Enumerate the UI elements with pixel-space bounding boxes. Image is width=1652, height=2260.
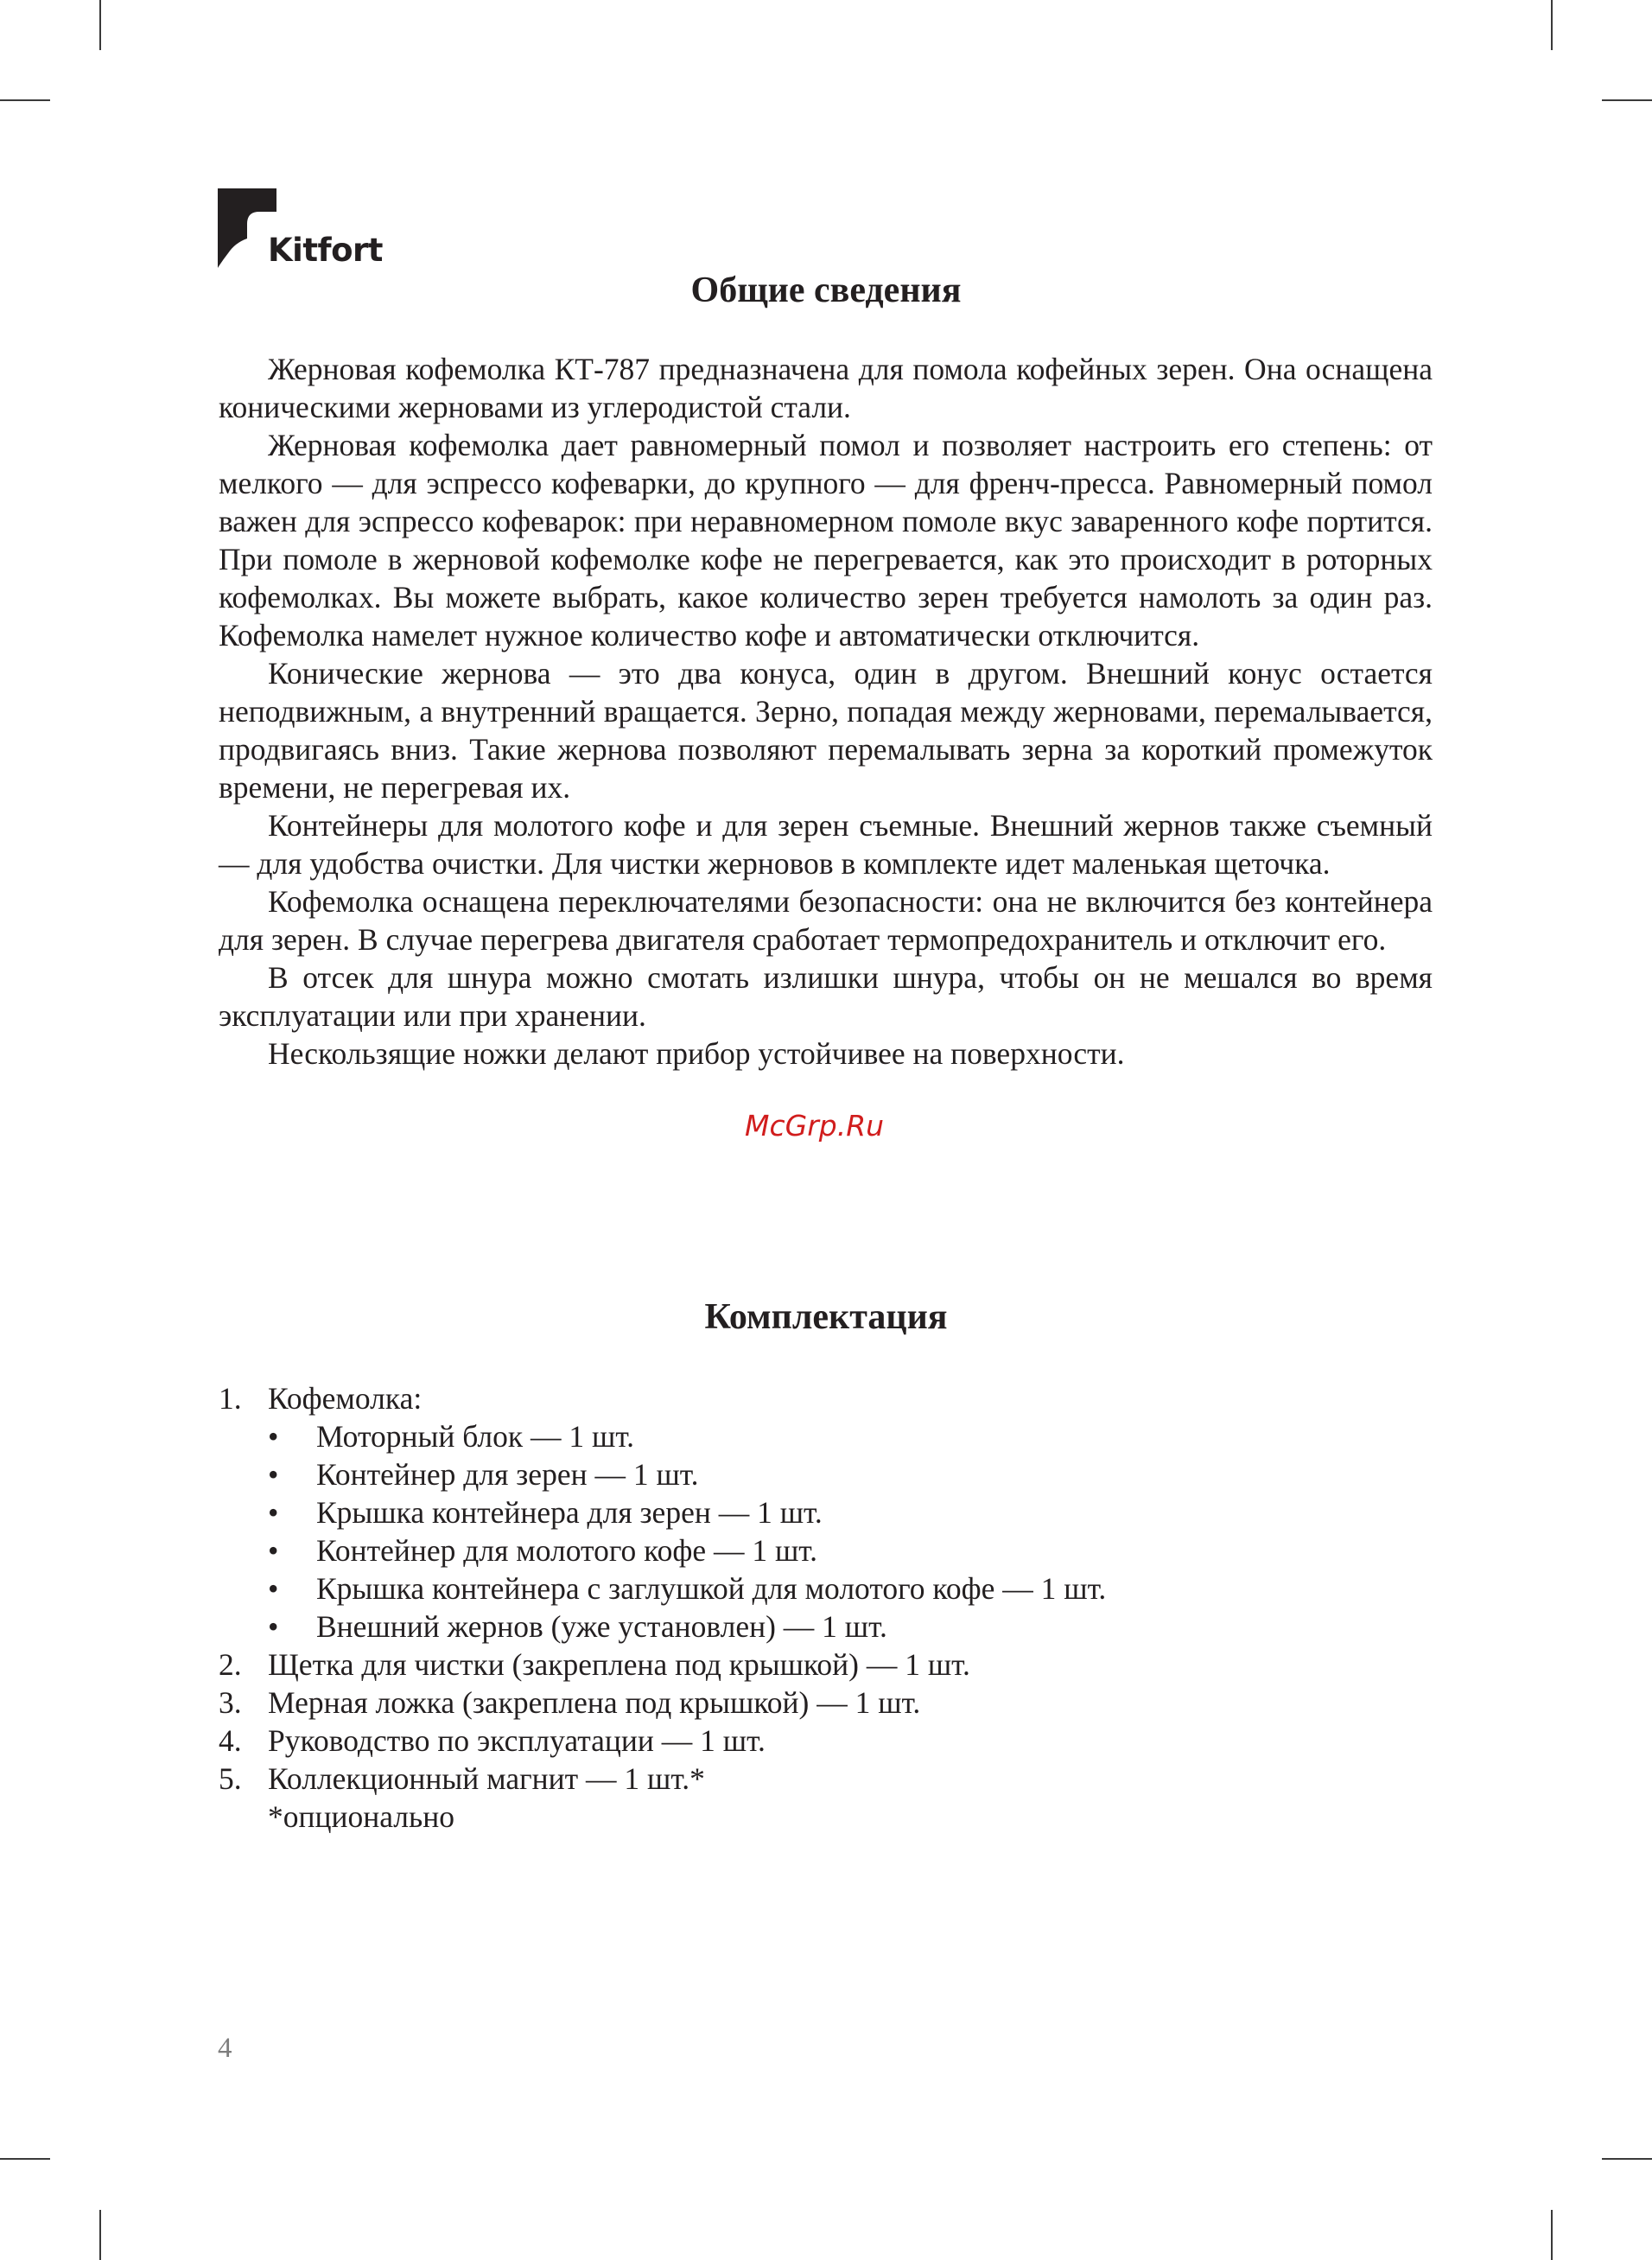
bullet-icon: • bbox=[268, 1419, 279, 1454]
kitfort-logo bbox=[218, 188, 391, 271]
paragraph: В отсек для шнура можно смотать излишки шнура, чтобы он не мешался во время эксплуатации или при хранении. bbox=[219, 960, 1433, 1033]
crop-mark-top-right-horizontal bbox=[1602, 99, 1652, 101]
list-item bbox=[219, 1379, 1433, 1417]
sub-list-item-text: Контейнер для молотого кофе — 1 шт. bbox=[316, 1533, 818, 1568]
sub-list-item-text: Моторный блок — 1 шт. bbox=[316, 1419, 635, 1454]
crop-mark-top-right-vertical bbox=[1551, 0, 1553, 50]
bullet-icon: • bbox=[268, 1495, 279, 1530]
crop-mark-top-left-horizontal bbox=[0, 99, 50, 101]
list-item bbox=[219, 1684, 1433, 1722]
crop-mark-bottom-left-vertical bbox=[99, 2210, 101, 2260]
list-item bbox=[219, 1760, 1433, 1798]
sub-list-item bbox=[219, 1569, 1433, 1607]
sub-list-item-text: Контейнер для зерен — 1 шт. bbox=[316, 1457, 699, 1492]
sub-list-item bbox=[219, 1531, 1433, 1569]
sub-list-item bbox=[219, 1455, 1433, 1493]
sub-list-item bbox=[219, 1607, 1433, 1646]
bullet-icon: • bbox=[268, 1609, 279, 1644]
list-item-text: Руководство по эксплуатации — 1 шт. bbox=[268, 1723, 766, 1758]
section-title-general: Общие сведения bbox=[690, 271, 962, 310]
bullet-icon: • bbox=[268, 1457, 279, 1492]
sub-list-item-text: Внешний жернов (уже установлен) — 1 шт. bbox=[316, 1609, 887, 1644]
section-title-package: Комплектация bbox=[704, 1297, 948, 1337]
list-item-number: 2. bbox=[219, 1647, 242, 1682]
list-item-text: Кофемолка: bbox=[268, 1381, 423, 1416]
paragraph: Контейнеры для молотого кофе и для зерен съемные. Внешний жернов также съемный — для удобства очистки. Для чистки жерновов в комплекте идет маленькая щеточка. bbox=[219, 808, 1433, 881]
watermark: McGrp.Ru bbox=[745, 1109, 885, 1143]
bullet-icon: • bbox=[268, 1571, 279, 1606]
list-item-number: 1. bbox=[219, 1381, 242, 1416]
list-item bbox=[219, 1646, 1433, 1684]
crop-mark-bottom-right-horizontal bbox=[1602, 2158, 1652, 2160]
bullet-icon: • bbox=[268, 1533, 279, 1568]
list-item-number: 5. bbox=[219, 1761, 242, 1796]
sub-list-item-text: Крышка контейнера для зерен — 1 шт. bbox=[316, 1495, 823, 1530]
list-item-number: 4. bbox=[219, 1723, 242, 1758]
general-info-text bbox=[219, 350, 1433, 1073]
package-contents-list bbox=[219, 1379, 1433, 1836]
page-number: 4 bbox=[218, 2033, 232, 2064]
list-item bbox=[219, 1722, 1433, 1760]
crop-mark-top-left-vertical bbox=[99, 0, 101, 50]
footnote: *опционально bbox=[268, 1799, 454, 1834]
paragraph: Жерновая кофемолка КТ-787 предназначена для помола кофейных зерен. Она оснащена коническими жерновами из углеродистой стали. bbox=[219, 352, 1433, 424]
crop-mark-bottom-right-vertical bbox=[1551, 2210, 1553, 2260]
list-item-text: Щетка для чистки (закреплена под крышкой) — 1 шт. bbox=[268, 1647, 970, 1682]
paragraph: Жерновая кофемолка дает равномерный помол и позволяет настроить его степень: от мелкого — для эспрессо кофеварки, до крупного — для френч-пресса. Равномерный помол важен для эспрессо кофеварок: при неравномерном помоле вкус заваренного кофе портится. При помоле в жерновой кофемолке кофе не перегревается, как это происходит в роторных кофемолках. Вы можете выбрать, какое количество зерен требуется намолоть за один раз. Кофемолка намелет нужное количество кофе и автоматически отключится. bbox=[219, 428, 1433, 653]
sub-list-item bbox=[219, 1417, 1433, 1455]
paragraph: Нескользящие ножки делают прибор устойчивее на поверхности. bbox=[268, 1036, 1125, 1071]
logo-wordmark: Kitfort bbox=[268, 232, 383, 269]
paragraph: Кофемолка оснащена переключателями безопасности: она не включится без контейнера для зерен. В случае перегрева двигателя сработает термопредохранитель и отключит его. bbox=[219, 884, 1433, 957]
list-item-text: Мерная ложка (закреплена под крышкой) — 1 шт. bbox=[268, 1685, 921, 1720]
crop-mark-bottom-left-horizontal bbox=[0, 2158, 50, 2160]
list-item-text: Коллекционный магнит — 1 шт.* bbox=[268, 1761, 705, 1796]
list-item-number: 3. bbox=[219, 1685, 242, 1720]
paragraph: Конические жернова — это два конуса, один в другом. Внешний конус остается неподвижным, а внутренний вращается. Зерно, попадая между жерновами, перемалывается, продвигаясь вниз. Такие жернова позволяют перемалывать зерна за короткий промежуток времени, не перегревая их. bbox=[219, 656, 1433, 805]
sub-list-item-text: Крышка контейнера с заглушкой для молотого кофе — 1 шт. bbox=[316, 1571, 1107, 1606]
sub-list-item bbox=[219, 1493, 1433, 1531]
